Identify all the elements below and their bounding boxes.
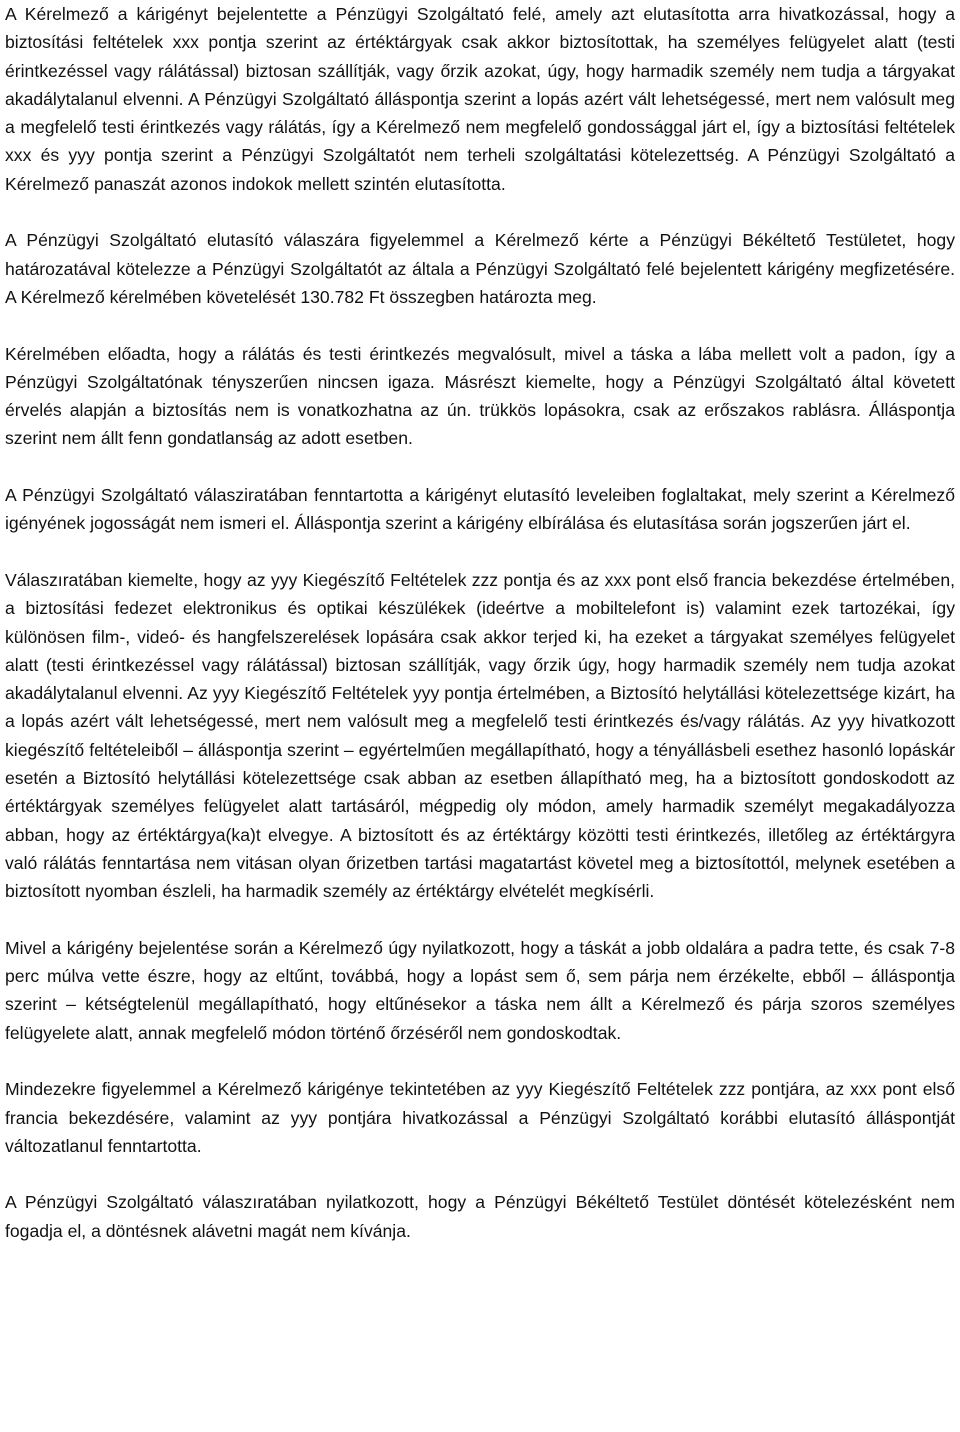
paragraph-terms-explanation: Válaszıratában kiemelte, hogy az yyy Kiegészítő Feltételek zzz pontja és az xxx pont első francia bekezdése értelmében, a biztosítási fedezet elektronikus és optikai készülékek (ideértve a mobiltelefont is) valamint ezek tartozékai, így különösen film-, videó- és hangfelszerelések lopására csak akkor terjed ki, ha ezeket a tárgyakat személyes felügyelet alatt (testi érintkezéssel vagy rálátással) biztosan szállítják, vagy őrzik úgy, hogy harmadik személy nem tudja azokat akadálytalanul elvenni. Az yyy Kiegészítő Feltételek yyy pontja értelmében, a Biztosító helytállási kötelezettsége kizárt, ha a lopás azért vált lehetségessé, mert nem valósult meg a megfelelő testi érintkezés és/vagy rálátás. Az yyy hivatkozott kiegészítő feltételeiből – álláspontja szerint – egyértelműen megállapítható, hogy a tényállásbeli esethez hasonló lopáskár esetén a Biztosító helytállási kötelezettsége csak abban az esetben állapítható meg, ha a biztosított gondoskodott az értéktárgyak személyes felügyelet alatt tartásáról, mégpedig oly módon, amely harmadik személyt megakadályozza abban, hogy az értéktárgya(ka)t elvegye. A biztosított és az értéktárgy közötti testi érintkezés, illetőleg az értéktárgyra való rálátás fenntartása nem vitásan olyan őrizetben tartási magatartást követel meg a biztosítottól, melynek esetében a biztosított nyomban észleli, ha harmadik személy az értéktárgy elvételét megkísérli. [5,569,955,902]
paragraph-provider-response: A Pénzügyi Szolgáltató válasziratában fenntartotta a kárigényt elutasító leveleiben foglaltakat, mely szerint a Kérelmező igényének jogosságát nem ismeri el. Álláspontja szerint a kárigény elbírálása és elutasítása során jogszerűen járt el. [5,485,955,534]
paragraph-claim-rejection: A Kérelmező a kárigényt bejelentette a Pénzügyi Szolgáltató felé, amely azt elutasította arra hivatkozással, hogy a biztosítási feltételek xxx pontja szerint az értéktárgyak csak akkor biztosítottak, ha személyes felügyelet alatt (testi érintkezéssel vagy rálátással) biztosan szállítják, vagy őrzik azokat, úgy, hogy harmadik személy nem tudja a tárgyakat akadálytalanul elvenni. A Pénzügyi Szolgáltató álláspontja szerint a lopás azért vált lehetségessé, mert nem valósult meg a megfelelő testi érintkezés vagy rálátás, így a Kérelmező nem megfelelő gondossággal járt el, így a biztosítási feltételek xxx és yyy pontja szerint a Pénzügyi Szolgáltatót nem terheli szolgáltatási kötelezettség. A Pénzügyi Szolgáltató a Kérelmező panaszát azonos indokok mellett szintén elutasította. [5,4,955,194]
paragraph-request-to-board: A Pénzügyi Szolgáltató elutasító válaszára figyelemmel a Kérelmező kérte a Pénzügyi Békéltető Testületet, hogy határozatával kötelezze a Pénzügyi Szolgáltatót az általa a Pénzügyi Szolgáltató felé bejelentett kárigény megfizetésére. A Kérelmező kérelmében követelését 130.782 Ft összegben határozta meg. [5,230,955,307]
paragraph-decision-not-accepted: A Pénzügyi Szolgáltató válaszıratában nyilatkozott, hogy a Pénzügyi Békéltető Testület döntését kötelezésként nem fogadja el, a döntésnek alávetni magát nem kívánja. [5,1192,955,1241]
paragraph-claim-circumstances: Mivel a kárigény bejelentése során a Kérelmező úgy nyilatkozott, hogy a táskát a jobb oldalára a padra tette, és csak 7-8 perc múlva vette észre, hogy az eltűnt, továbbá, hogy a lopást sem ő, sem párja nem érzékelte, ebből – álláspontja szerint – kétségtelenül megállapítható, hogy eltűnésekor a táska nem állt a Kérelmező és párja szoros személyes felügyelete alatt, annak megfelelő módon történő őrzéséről nem gondoskodtak. [5,937,955,1043]
paragraph-applicant-arguments: Kérelmében előadta, hogy a rálátás és testi érintkezés megvalósult, mivel a táska a lába mellett volt a padon, így a Pénzügyi Szolgáltatónak tényszerűen nincsen igaza. Másrészt kiemelte, hogy a Pénzügyi Szolgáltató által követett érvelés alapján a biztosítás nem is vonatkozhatna az ún. trükkös lopásokra, csak az erőszakos rablásra. Álláspontja szerint nem állt fenn gondatlanság az adott esetben. [5,343,955,449]
document-page [5,0,955,1245]
paragraph-position-maintained: Mindezekre figyelemmel a Kérelmező kárigénye tekintetében az yyy Kiegészítő Feltételek zzz pontjára, az xxx pont első francia bekezdésére, valamint az yyy pontjára hivatkozással a Pénzügyi Szolgáltató korábbi elutasító álláspontját változatlanul fenntartotta. [5,1079,955,1156]
